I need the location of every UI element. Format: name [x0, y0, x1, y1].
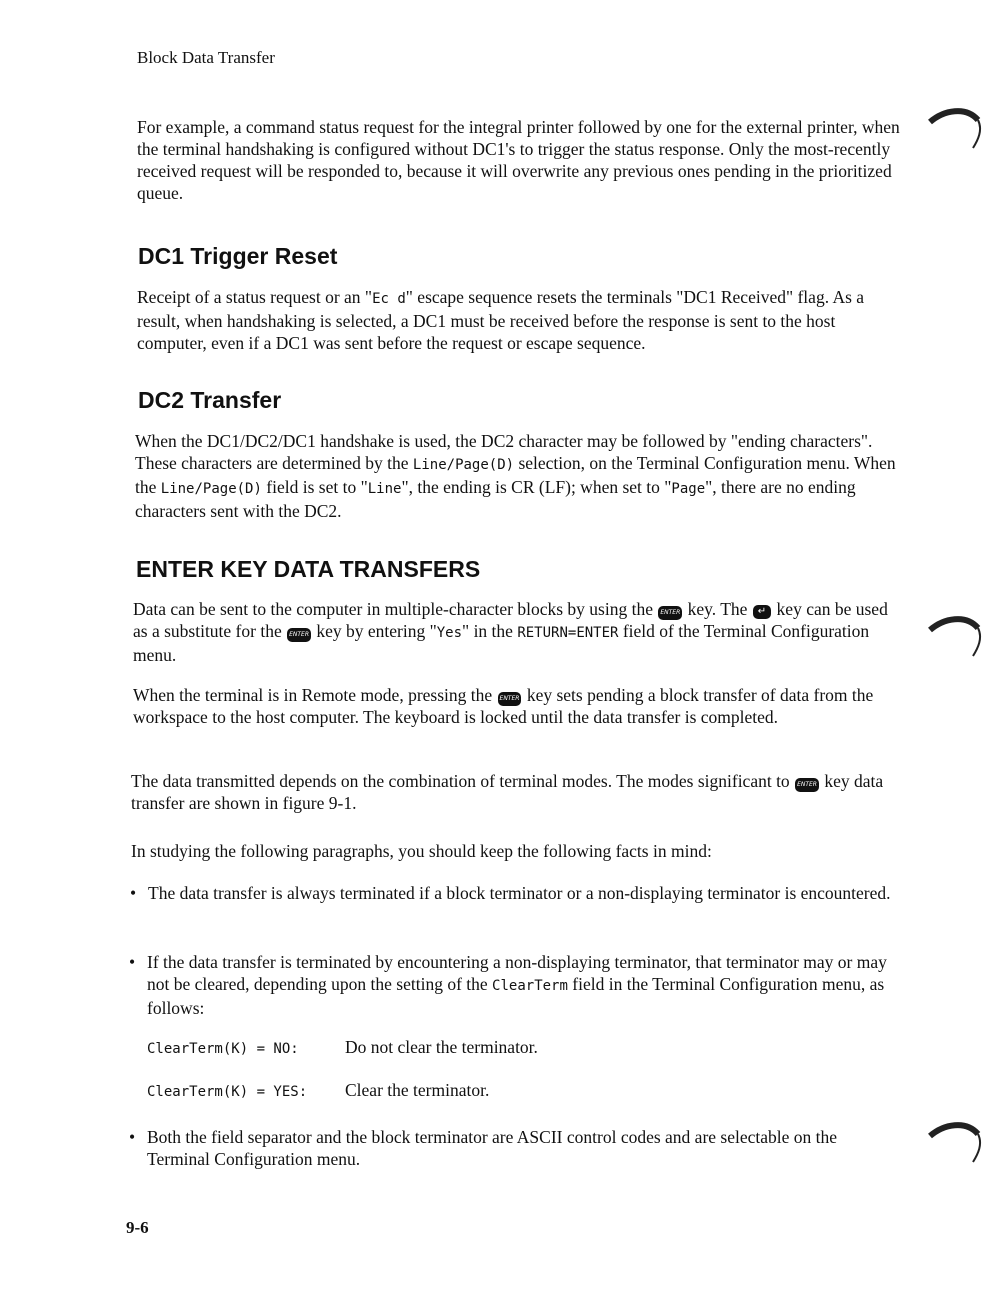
- field-value: Line: [367, 481, 402, 497]
- option-description: Clear the terminator.: [345, 1080, 490, 1100]
- page-number: 9-6: [126, 1218, 149, 1237]
- enter-paragraph-3: The data transmitted depends on the combination of terminal modes. The modes significant to ENTER key data transfer are shown in figure 9-1.: [131, 771, 884, 813]
- return-key-icon: ↵: [753, 605, 771, 619]
- enter-key-icon: ENTER: [498, 692, 522, 706]
- enter-key-icon: ENTER: [287, 628, 311, 642]
- dc1-heading: DC1 Trigger Reset: [138, 243, 338, 269]
- field-name: ClearTerm: [492, 978, 568, 994]
- option-row: [147, 1036, 538, 1060]
- enter-paragraph-1: Data can be sent to the computer in multiple-character blocks by using the ENTER key. The ↵ key can be used as a substitute for the ENTER key by entering "Yes" in the RETURN=ENTER field of the Terminal Configuration menu.: [133, 599, 888, 665]
- option-row: [147, 1079, 489, 1103]
- dc2-paragraph: When the DC1/DC2/DC1 handshake is used, the DC2 character may be followed by "ending characters". These characters are determined by the Line/Page(D) selection, on the Terminal Configuration menu. When the Line/Page(D) field is set to "Line", the ending is CR (LF); when set to "Page", there are no ending characters sent with the DC2.: [135, 431, 896, 521]
- list-item: • If the data transfer is terminated by encountering a non-displaying terminator, that terminator may or may not be cleared, depending upon the setting of the ClearTerm field in the Terminal Configuration menu, as follows:: [129, 952, 887, 1018]
- running-header: Block Data Transfer: [137, 48, 275, 67]
- option-code: ClearTerm(K) = YES:: [147, 1084, 308, 1100]
- list-item: • The data transfer is always terminated if a block terminator or a non-displaying terminator is encountered.: [130, 883, 891, 903]
- binder-tab-icon: [928, 1120, 988, 1166]
- option-description: Do not clear the terminator.: [345, 1037, 538, 1057]
- binder-tab-icon: [928, 106, 988, 152]
- dc1-paragraph: Receipt of a status request or an "Ec d" escape sequence resets the terminals "DC1 Received" flag. As a result, when handshaking is selected, a DC1 must be received before the response is sent to the host computer, even if a DC1 was sent before the request or escape sequence.: [137, 287, 865, 353]
- field-name: Line/Page(D): [160, 481, 262, 497]
- enter-key-icon: ENTER: [795, 778, 819, 792]
- field-name: RETURN=ENTER: [517, 625, 619, 641]
- escape-code: Ec d: [372, 291, 406, 307]
- enter-heading: ENTER KEY DATA TRANSFERS: [136, 556, 481, 582]
- enter-paragraph-2: When the terminal is in Remote mode, pressing the ENTER key sets pending a block transfer of data from the workspace to the host computer. The keyboard is locked until the data transfer is completed.: [133, 685, 874, 727]
- intro-paragraph: For example, a command status request for the integral printer followed by one for the external printer, when the terminal handshaking is configured without DC1's to trigger the status response. Only the most-recently received request will be responded to, because it will overwrite any previous ones pending in the prioritized queue.: [137, 117, 900, 203]
- field-value: Page: [671, 481, 706, 497]
- enter-paragraph-4: In studying the following paragraphs, you should keep the following facts in mind:: [131, 841, 712, 861]
- list-item: • Both the field separator and the block terminator are ASCII control codes and are selectable on the Terminal Configuration menu.: [129, 1127, 838, 1169]
- bullet-icon: •: [129, 952, 136, 972]
- binder-tab-icon: [928, 614, 988, 660]
- bullet-icon: •: [129, 1127, 136, 1147]
- field-value: Yes: [436, 625, 463, 641]
- enter-key-icon: ENTER: [658, 606, 682, 620]
- field-name: Line/Page(D): [412, 457, 515, 473]
- option-code: ClearTerm(K) = NO:: [147, 1041, 299, 1057]
- dc2-heading: DC2 Transfer: [138, 387, 282, 413]
- bullet-icon: •: [130, 883, 137, 903]
